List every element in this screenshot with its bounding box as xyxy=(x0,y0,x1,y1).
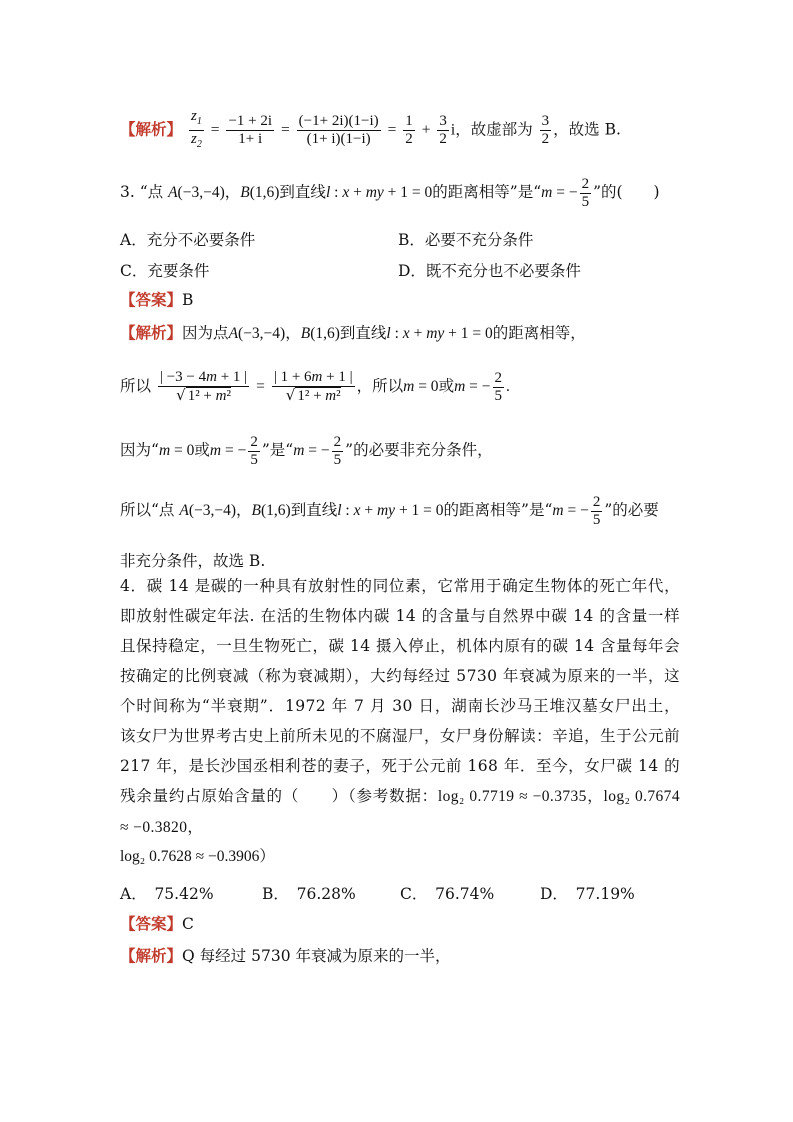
q3-option-a: A．充分不必要条件 xyxy=(120,231,256,249)
fraction-half: $\frac{1}{2}$ xyxy=(405,113,413,147)
q3-option-b: B．必要不充分条件 xyxy=(398,231,534,249)
q4-option-a: A． 75.42% xyxy=(120,885,214,903)
q4-stem: 4．碳 14 是碳的一种具有放射性的同位素，它常用于确定生物体的死亡年代，即放射性碳定年法. 在活的生物体内碳 14 的含量与自然界中碳 14 的含量一样且保持稳定，一旦生物死亡，碳 14 摄入停止，机体内原有的碳 14 含量每年会按确定的比例衰减（称为衰减期），大约每经过 5730 年衰减为原来的一半，这个时间称为“半衰期”．1972 年 7 月 30 日，湖南长沙马王堆汉墓女尸出土，该女尸为世界考古史上前所未见的不腐湿尸，女尸身份解读：辛追，生于公元前 217 年，是长沙国丞相利苍的妻子，死于公元前 168 年．至今，女尸碳 14 的残余量约占原始含量的（ ）（参考数据：log₂ 0.7719 ≈ −0.3735，log₂ 0.7674 ≈ −0.3820， xyxy=(120,577,680,836)
answer-tag: 【答案】 xyxy=(120,290,183,309)
fraction-z1-z2: $\frac{z_1}{z_2}$ xyxy=(190,108,202,150)
q3-solution-4: 所以“点 A(−3,−4)，B(1,6)到直线l : x + my + 1 = 0的距离相等”是“m = − $\frac{2}{5}$ ”的必要 xyxy=(120,493,659,528)
fraction-two-fifths: $\frac{2}{5}$ xyxy=(333,433,342,468)
q4-ref-3: log₂ 0.7628 ≈ −0.3906） xyxy=(120,847,275,865)
q3-stem: 3. “点 A(−3,−4)，B(1,6)到直线l : x + my + 1 = 0的距离相等”是“m = − $\frac{2}{5}$ ”的( ) xyxy=(120,175,660,210)
q4-option-d: D． 77.19% xyxy=(540,885,635,903)
q3-solution-3: 因为“m = 0或m = − $\frac{2}{5}$ ”是“m = − $\frac{2}{5}$ ”的必要非充分条件， xyxy=(120,433,493,468)
q2-solution-line: 【解析】 $\frac{z_1}{z_2}$ = $\frac{-1 + 2i}{1+ i}$ = $\frac{(-1+ 2i)(1-i)}{(1+ i)(1-i)}$ = $\frac{1}{2}$ + $\frac{3}{2}$ i，故虚部为 $\frac{3}{2}$ ，故选 B. xyxy=(120,108,621,153)
fraction-two-fifths: $\frac{2}{5}$ xyxy=(581,175,590,210)
fraction-two-fifths: $\frac{2}{5}$ xyxy=(494,369,503,404)
fraction-expr: $\frac{-1 + 2i}{1+ i}$ xyxy=(228,113,273,147)
q4-answer: 【答案】C xyxy=(120,914,194,933)
fraction-distance-a: $\frac{| -3 - 4m + 1 |}{\text{√ 1² + m²}}$ xyxy=(159,369,248,404)
q3-solution-2: 所以 $\frac{| -3 - 4m + 1 |}{\text{√ 1² + m²}}$ = $\frac{| 1 + 6m + 1 |}{\text{√ 1² + m²}}$ ，所以m = 0或m = − $\frac{2}{5}$ . xyxy=(120,369,510,404)
q2-end: ，故选 B. xyxy=(553,120,621,139)
fraction-imag-part: $\frac{3}{2}$ xyxy=(541,113,550,147)
fraction-three-halves: $\frac{3}{2}$ xyxy=(439,113,447,147)
q4-solution-1: 【解析】Q 每经过 5730 年衰减为原来的一半， xyxy=(120,946,451,965)
q3-option-d: D．既不充分也不必要条件 xyxy=(398,262,581,280)
fraction-two-fifths: $\frac{2}{5}$ xyxy=(250,433,258,468)
q4-option-b: B． 76.28% xyxy=(262,885,356,903)
analysis-tag: 【解析】 xyxy=(120,946,183,965)
q3-answer: 【答案】B xyxy=(120,290,194,309)
fraction-expanded: $\frac{(-1+ 2i)(1-i)}{(1+ i)(1-i)}$ xyxy=(298,113,379,147)
analysis-tag: 【解析】 xyxy=(120,119,183,139)
answer-tag: 【答案】 xyxy=(120,914,183,933)
analysis-tag: 【解析】 xyxy=(120,323,183,342)
q3-solution-5: 非充分条件，故选 B. xyxy=(120,552,266,570)
q4-option-c: C． 76.74% xyxy=(400,885,495,903)
fraction-two-fifths: $\frac{2}{5}$ xyxy=(592,493,601,528)
q3-solution-1: 【解析】因为点A(−3,−4)，B(1,6)到直线l : x + my + 1 = 0的距离相等， xyxy=(120,323,586,342)
fraction-distance-b: $\frac{| 1 + 6m + 1 |}{\text{√ 1² + m²}}$ xyxy=(273,369,353,404)
q2-text: ，故虚部为 xyxy=(455,120,533,139)
q3-option-c: C．充要条件 xyxy=(120,262,210,280)
